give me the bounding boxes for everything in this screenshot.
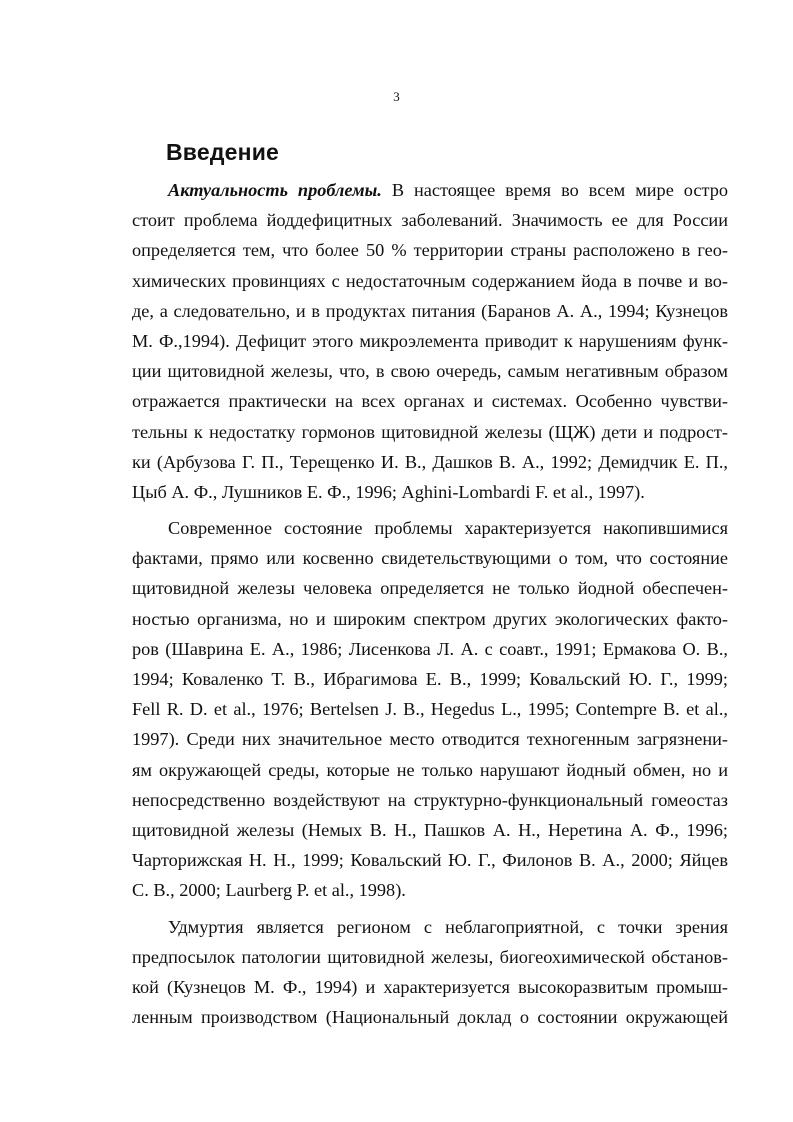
paragraph-line: ностью организма, но и широким спектром других экологических факто- bbox=[132, 608, 728, 629]
paragraph-line: непосредственно воздействуют на структурно-функциональный гомеостаз bbox=[132, 789, 728, 810]
paragraph-line: Современное состояние проблемы характеризуется накопившимися bbox=[168, 518, 728, 539]
paragraph-line: Актуальность проблемы. В настоящее время во всем мире остро bbox=[168, 180, 728, 200]
paragraph-relevance bbox=[132, 175, 728, 507]
paragraph-line: ки (Арбузова Г. П., Терещенко И. В., Дашков В. А., 1992; Демидчик Е. П., bbox=[132, 451, 728, 472]
paragraph-line: щитовидной железы (Немых В. Н., Пашков А. Н., Неретина А. Ф., 1996; bbox=[132, 819, 728, 840]
paragraph-line: Fell R. D. et al., 1976; Bertelsen J. B., Hegedus L., 1995; Contempre B. et al., bbox=[132, 699, 728, 720]
lead-phrase: Актуальность проблемы. bbox=[168, 180, 382, 200]
paragraph-line: тельны к недостатку гормонов щитовидной железы (ЩЖ) дети и подрост- bbox=[132, 421, 728, 442]
paragraph-line: отражается практически на всех органах и системах. Особенно чувстви- bbox=[132, 391, 728, 412]
paragraph-line: ленным производством (Национальный доклад о состоянии окружающей bbox=[132, 1007, 728, 1028]
paragraph-line: ции щитовидной железы, что, в свою очередь, самым негативным образом bbox=[132, 361, 728, 382]
paragraph-line: Цыб А. Ф., Лушников Е. Ф., 1996; Aghini-Lombardi F. et al., 1997). bbox=[132, 481, 645, 502]
paragraph-line: стоит проблема йоддефицитных заболеваний. Значимость ее для России bbox=[132, 210, 728, 231]
page-number: 3 bbox=[393, 89, 400, 104]
paragraph-line: Удмуртия является регионом с неблагоприятной, с точки зрения bbox=[168, 916, 728, 937]
paragraph-line: фактами, прямо или косвенно свидетельствующими о том, что состояние bbox=[132, 548, 728, 569]
paragraph-line: 1994; Коваленко Т. В., Ибрагимова Е. В., 1999; Ковальский Ю. Г., 1999; bbox=[132, 669, 728, 689]
paragraph-line: М. Ф.,1994). Дефицит этого микроэлемента приводит к нарушениям функ- bbox=[132, 330, 728, 351]
paragraph-current-state bbox=[132, 513, 728, 905]
paragraph-line: определяется тем, что более 50 % территории страны расположено в гео- bbox=[132, 240, 728, 261]
paragraph-line: ров (Шаврина Е. А., 1986; Лисенкова Л. А. с соавт., 1991; Ермакова О. В., bbox=[132, 638, 728, 659]
paragraph-line: де, а следовательно, и в продуктах питания (Баранов А. А., 1994; Кузнецов bbox=[132, 300, 728, 321]
section-heading: Введение bbox=[166, 139, 280, 165]
paragraph-udmurtia bbox=[132, 912, 728, 1033]
paragraph-line: щитовидной железы человека определяется не только йодной обеспечен- bbox=[132, 578, 728, 599]
paragraph-line: С. В., 2000; Laurberg P. et al., 1998). bbox=[132, 880, 406, 901]
paragraph-line: Чарторижская Н. Н., 1999; Ковальский Ю. Г., Филонов В. А., 2000; Яйцев bbox=[132, 850, 728, 871]
paragraph-line: 1997). Среди них значительное место отводится техногенным загрязнени- bbox=[132, 729, 728, 750]
paragraph-line: предпосылок патологии щитовидной железы, биогеохимической обстанов- bbox=[132, 946, 728, 967]
body-text bbox=[132, 175, 728, 1032]
paragraph-line: ям окружающей среды, которые не только нарушают йодный обмен, но и bbox=[132, 759, 728, 780]
paragraph-line: химических провинциях с недостаточным содержанием йода в почве и во- bbox=[132, 270, 728, 291]
paragraph-line: кой (Кузнецов М. Ф., 1994) и характеризуется высокоразвитым промыш- bbox=[132, 976, 728, 997]
